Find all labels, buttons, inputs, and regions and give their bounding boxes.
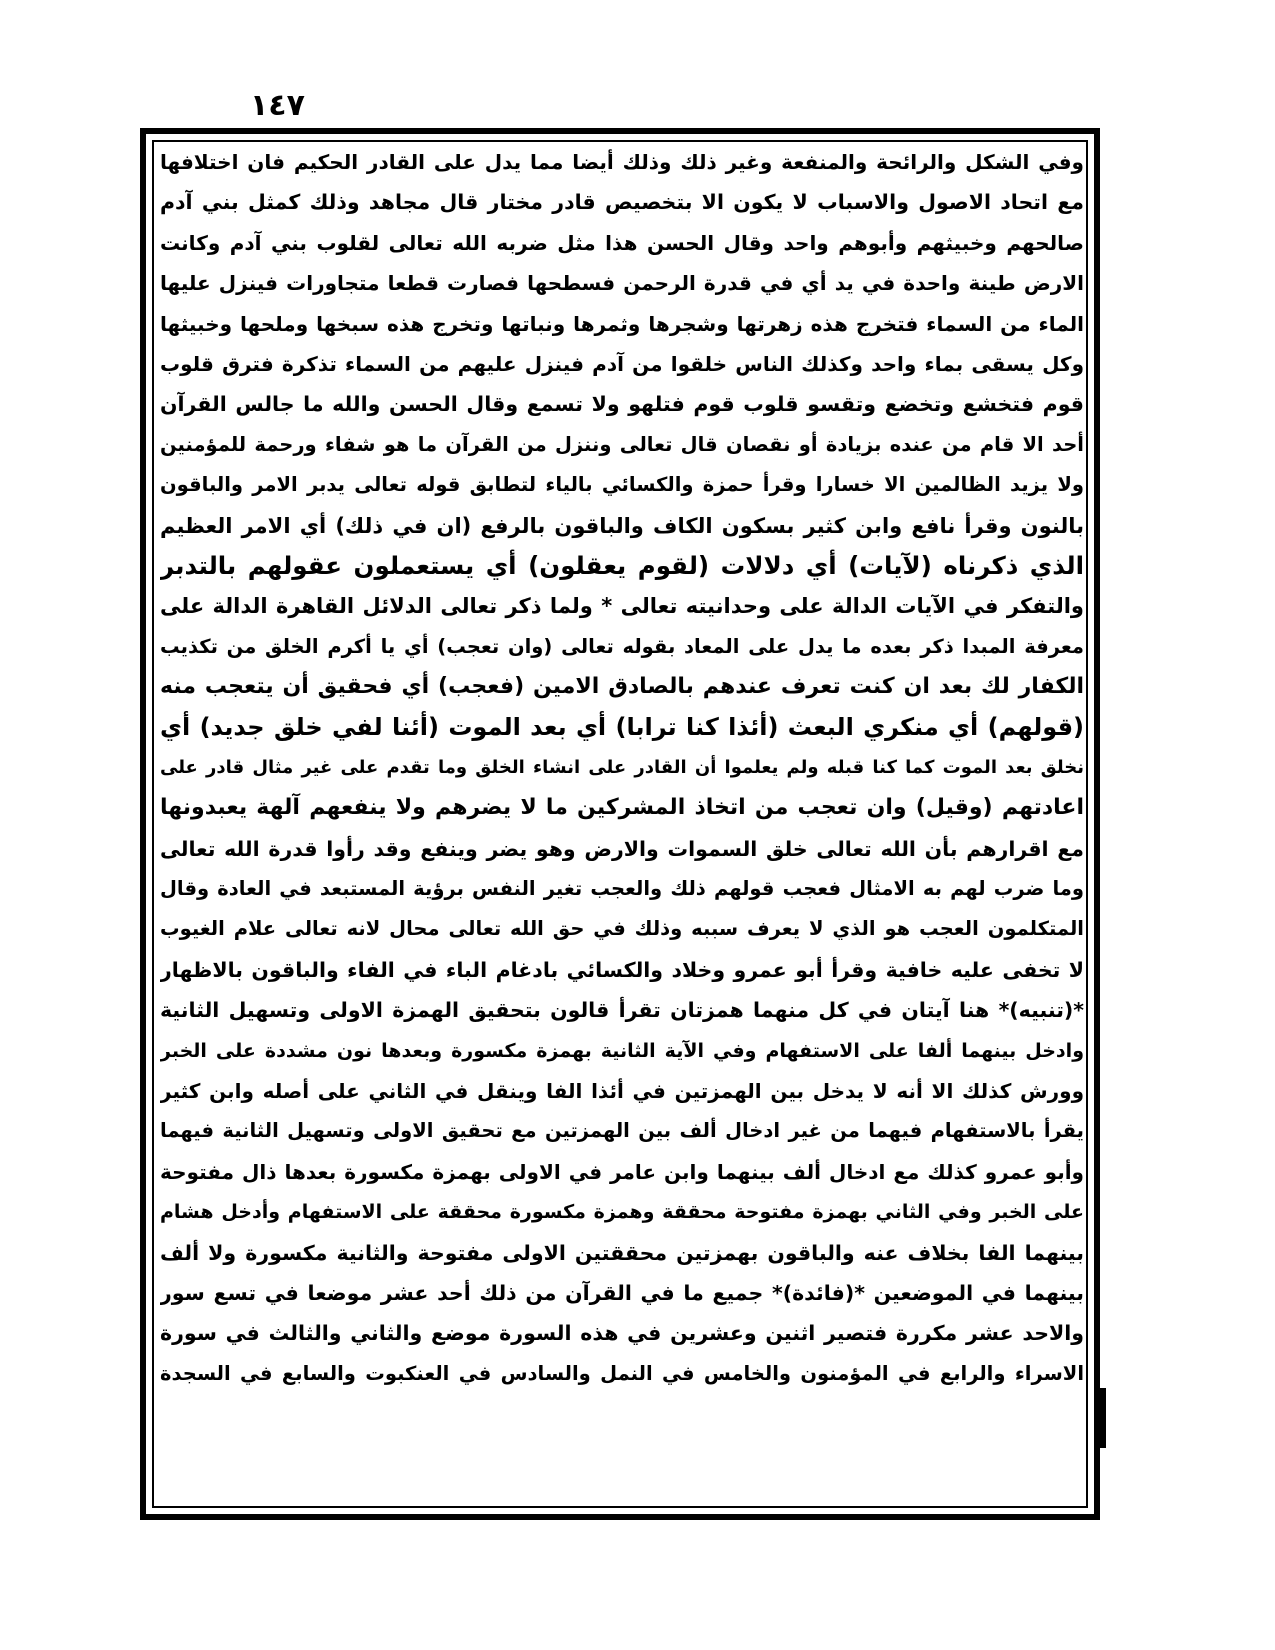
- text-line: ولا يزيد الظالمين الا خسارا وقرأ حمزة والكسائي بالياء لتطابق قوله تعالى يدبر الامر والباقون: [160, 473, 1084, 497]
- text-line: معرفة المبدا ذكر بعده ما يدل على المعاد بقوله تعالى (وان تعجب) أي يا أكرم الخلق من تكذيب: [160, 634, 1084, 658]
- text-line: على الخبر وفي الثاني بهمزة مفتوحة محققة وهمزة مكسورة محققة على الاستفهام وأدخل هشام: [160, 1201, 1084, 1224]
- text-line: الذي ذكرناه (لآيات) أي دلالات (لقوم يعقلون) أي يستعملون عقولهم بالتدبر: [160, 550, 1084, 580]
- text-line: الارض طينة واحدة في يد أي في قدرة الرحمن فسطحها فصارت قطعا متجاورات فينزل عليها: [160, 271, 1084, 296]
- text-line: والاحد عشر مكررة فتصير اثنين وعشرين في هذه السورة موضع والثاني والثالث في سورة: [160, 1321, 1084, 1346]
- text-line: اعادتهم (وقيل) وان تعجب من اتخاذ المشركين ما لا يضرهم ولا ينفعهم آلهة يعبدونها: [160, 795, 1084, 821]
- text-line: والتفكر في الآيات الدالة على وحدانيته تعالى * ولما ذكر تعالى الدلائل القاهرة الدالة على: [160, 594, 1084, 619]
- text-line: نخلق بعد الموت كما كنا قبله ولم يعلموا أن القادر على انشاء الخلق وما تقدم على غير مثال قادر على: [160, 756, 1084, 778]
- text-line: مع اقرارهم بأن الله تعالى خلق السموات والارض وهو يضر وينفع وقد رأوا قدرة الله تعالى: [160, 836, 1084, 861]
- text-line: بالنون وقرأ نافع وابن كثير بسكون الكاف والباقون بالرفع (ان في ذلك) أي الامر العظيم: [160, 513, 1084, 538]
- frame-edge-mark: [1096, 1388, 1106, 1448]
- text-line: *(تنبيه)* هنا آيتان في كل منهما همزتان تقرأ قالون بتحقيق الهمزة الاولى وتسهيل الثانية: [160, 998, 1084, 1023]
- text-line: أحد الا قام من عنده بزيادة أو نقصان قال تعالى وننزل من القرآن ما هو شفاء ورحمة للمؤمنين: [160, 432, 1084, 456]
- text-line: بينهما في الموضعين *(فائدة)* جميع ما في القرآن من ذلك أحد عشر موضعا في تسع سور: [160, 1280, 1084, 1305]
- text-line: الكفار لك بعد ان كنت تعرف عندهم بالصادق الامين (فعجب) أي فحقيق أن يتعجب منه: [160, 674, 1084, 700]
- text-line: قوم فتخشع وتخضع وتقسو قلوب قوم فتلهو ولا تسمع وقال الحسن والله ما جالس القرآن: [160, 392, 1084, 417]
- text-line: الماء من السماء فتخرج هذه زهرتها وشجرها وثمرها ونباتها وتخرج هذه سبخها وملحها وخبيثها: [160, 311, 1084, 336]
- text-line: يقرأ بالاستفهام فيهما من غير ادخال ألف بين الهمزتين مع تحقيق الاولى وتسهيل الثانية فيهما: [160, 1119, 1084, 1143]
- text-line: بينهما الفا بخلاف عنه والباقون بهمزتين محققتين الاولى مفتوحة والثانية مكسورة ولا ألف: [160, 1240, 1084, 1265]
- text-line: وفي الشكل والرائحة والمنفعة وغير ذلك وذلك أيضا مما يدل على القادر الحكيم فان اختلافها: [160, 150, 1084, 174]
- text-line: صالحهم وخبيثهم وأبوهم واحد وقال الحسن هذا مثل ضربه الله تعالى لقلوب بني آدم وكانت: [160, 230, 1084, 255]
- text-line: وما ضرب لهم به الامثال فعجب قولهم ذلك والعجب تغير النفس برؤية المستبعد في العادة وقال: [160, 877, 1084, 901]
- text-line: وادخل بينهما ألفا على الاستفهام وفي الآية الثانية بهمزة مكسورة وبعدها نون مشددة على الخبر: [160, 1039, 1084, 1062]
- text-line: لا تخفى عليه خافية وقرأ أبو عمرو وخلاد والكسائي بادغام الباء في الفاء والباقون بالاظهار: [160, 957, 1084, 982]
- text-line: وأبو عمرو كذلك مع ادخال ألف بينهما وابن عامر في الاولى بهمزة مكسورة بعدها ذال مفتوحة: [160, 1159, 1084, 1184]
- text-line: وورش كذلك الا أنه لا يدخل بين الهمزتين في أئذا الفا وينقل في الثاني على أصله وابن كثير: [160, 1078, 1084, 1103]
- text-line: وكل يسقى بماء واحد وكذلك الناس خلقوا من آدم فينزل عليهم من السماء تذكرة فترق قلوب: [160, 351, 1084, 376]
- text-line: المتكلمون العجب هو الذي لا يعرف سببه وذلك في حق الله تعالى محال لانه تعالى علام الغيوب: [160, 917, 1084, 941]
- text-line: الاسراء والرابع في المؤمنون والخامس في النمل والسادس في العنكبوت والسابع في السجدة: [160, 1361, 1084, 1385]
- text-line: (قولهم) أي منكري البعث (أئذا كنا ترابا) أي بعد الموت (أئنا لفي خلق جديد) أي: [160, 713, 1084, 742]
- body-text: [160, 142, 1084, 1394]
- text-line: مع اتحاد الاصول والاسباب لا يكون الا بتخصيص قادر مختار قال مجاهد وذلك كمثل بني آدم: [160, 190, 1084, 215]
- page-number: ١٤٧: [250, 88, 305, 123]
